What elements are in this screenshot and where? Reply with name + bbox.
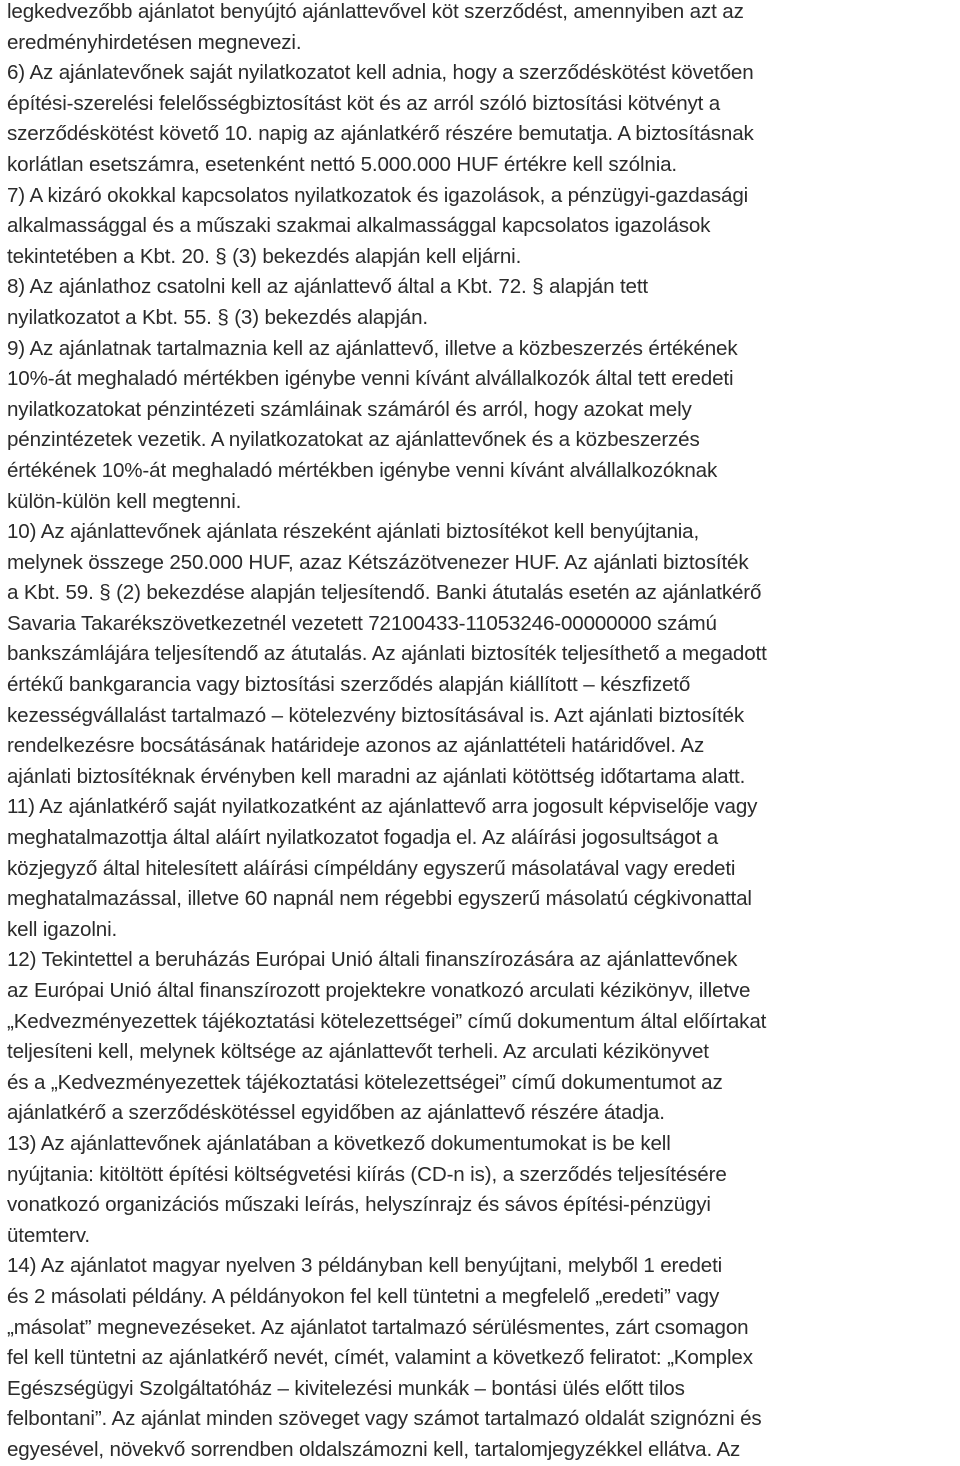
document-page [7, 0, 960, 1466]
text-line: szerződéskötést követő 10. napig az ajánlatkérő részére bemutatja. A biztosításnak [7, 122, 754, 146]
text-line: legkedvezőbb ajánlatot benyújtó ajánlattevővel köt szerződést, amennyiben azt az [7, 0, 744, 23]
text-line: egyesével, növekvő sorrendben oldalszámozni kell, tartalomjegyzékkel ellátva. Az [7, 1437, 741, 1461]
text-line: „Kedvezményezettek tájékoztatási kötelezettségei” című dokumentum által előírtakat [7, 1009, 767, 1033]
text-line: felbontani”. Az ajánlat minden szöveget vagy számot tartalmazó oldalát szignózni és [7, 1407, 762, 1431]
text-line: Egészségügyi Szolgáltatóház – kivitelezési munkák – bontási ülés előtt tilos [7, 1376, 685, 1400]
text-line: ütemterv. [7, 1223, 90, 1247]
text-line: 8) Az ajánlathoz csatolni kell az ajánlattevő által a Kbt. 72. § alapján tett [7, 275, 648, 299]
text-line: 14) Az ajánlatot magyar nyelven 3 példányban kell benyújtani, melyből 1 eredeti [7, 1254, 723, 1278]
text-line: ajánlati biztosítéknak érvényben kell maradni az ajánlati kötöttség időtartama alatt. [7, 764, 746, 788]
text-line: meghatalmazással, illetve 60 napnál nem régebbi egyszerű másolatú cégkivonattal [7, 887, 752, 911]
text-line: értékű bankgarancia vagy biztosítási szerződés alapján kiállított – készfizető [7, 673, 691, 697]
text-line: bankszámlájára teljesítendő az átutalás. Az ajánlati biztosíték teljesíthető a megadott [7, 642, 767, 666]
text-line: kell igazolni. [7, 917, 118, 941]
text-line: meghatalmazottja által aláírt nyilatkozatot fogadja el. Az aláírási jogosultságot a [7, 826, 719, 850]
text-line: nyilatkozatokat pénzintézeti számláinak számáról és arról, hogy azokat mely [7, 397, 692, 421]
text-line: 7) A kizáró okokkal kapcsolatos nyilatkozatok és igazolások, a pénzügyi-gazdasági [7, 183, 749, 207]
text-line: 10%-át meghaladó mértékben igénybe venni kívánt alvállalkozók által tett eredeti [7, 367, 734, 391]
text-line: külön-külön kell megtenni. [7, 489, 242, 513]
text-line: ajánlatkérő a szerződéskötéssel egyidőben az ajánlattevő részére átadja. [7, 1101, 665, 1125]
text-line: eredményhirdetésen megnevezi. [7, 30, 302, 54]
text-line: Savaria Takarékszövetkezetnél vezetett 72100433-11053246-00000000 számú [7, 611, 717, 635]
text-line: korlátlan esetszámra, esetenként nettó 5.000.000 HUF értékre kell szólnia. [7, 152, 677, 176]
text-line: és a „Kedvezményezettek tájékoztatási kötelezettségei” című dokumentumot az [7, 1070, 723, 1094]
text-line: vonatkozó organizációs műszaki leírás, helyszínrajz és sávos építési-pénzügyi [7, 1193, 711, 1217]
text-line: „másolat” megnevezéseket. Az ajánlatot tartalmazó sérülésmentes, zárt csomagon [7, 1315, 749, 1339]
text-line: pénzintézetek vezetik. A nyilatkozatokat az ajánlattevőnek és a közbeszerzés [7, 428, 700, 452]
text-line: értékének 10%-át meghaladó mértékben igénybe venni kívánt alvállalkozóknak [7, 458, 718, 482]
text-line: kezességvállalást tartalmazó – kötelezvény biztosításával is. Azt ajánlati biztosíték [7, 703, 745, 727]
text-line: 11) Az ajánlatkérő saját nyilatkozatként az ajánlattevő arra jogosult képviselője vagy [7, 795, 758, 819]
text-line: és 2 másolati példány. A példányokon fel kell tüntetni a megfelelő „eredeti” vagy [7, 1284, 720, 1308]
text-line: alkalmassággal és a műszaki szakmai alkalmassággal kapcsolatos igazolások [7, 214, 711, 238]
text-line: nyújtania: kitöltött építési költségvetési kiírás (CD-n is), a szerződés teljesítésére [7, 1162, 727, 1186]
text-line: 12) Tekintettel a beruházás Európai Unió általi finanszírozására az ajánlattevőnek [7, 948, 738, 972]
text-line: az Európai Unió által finanszírozott projektekre vonatkozó arculati kézikönyv, illetve [7, 979, 751, 1002]
text-line: a Kbt. 59. § (2) bekezdése alapján teljesítendő. Banki átutalás esetén az ajánlatkérő [7, 581, 762, 605]
text-line: melynek összege 250.000 HUF, azaz Kétszázötvenezer HUF. Az ajánlati biztosíték [7, 550, 749, 574]
text-line: rendelkezésre bocsátásának határideje azonos az ajánlattételi határidővel. Az [7, 734, 705, 758]
text-line: építési-szerelési felelősségbiztosítást köt és az arról szóló biztosítási kötvényt a [7, 91, 721, 115]
text-line: 10) Az ajánlattevőnek ajánlata részeként ajánlati biztosítékot kell benyújtania, [7, 520, 700, 544]
document-body [7, 0, 960, 1466]
text-line: teljesíteni kell, melynek költsége az ajánlattevőt terheli. Az arculati kézikönyvet [7, 1040, 709, 1064]
text-line: 9) Az ajánlatnak tartalmaznia kell az ajánlattevő, illetve a közbeszerzés értékének [7, 336, 738, 360]
text-line: tekintetében a Kbt. 20. § (3) bekezdés alapján kell eljárni. [7, 244, 522, 268]
text-line: 13) Az ajánlattevőnek ajánlatában a következő dokumentumokat is be kell [7, 1131, 671, 1155]
text-line: nyilatkozatot a Kbt. 55. § (3) bekezdés alapján. [7, 305, 428, 329]
text-line: fel kell tüntetni az ajánlatkérő nevét, címét, valamint a következő feliratot: „Komplex [7, 1346, 753, 1370]
text-line: 6) Az ajánlatevőnek saját nyilatkozatot kell adnia, hogy a szerződéskötést követően [7, 61, 754, 85]
text-line: közjegyző által hitelesített aláírási címpéldány egyszerű másolatával vagy eredeti [7, 856, 736, 880]
